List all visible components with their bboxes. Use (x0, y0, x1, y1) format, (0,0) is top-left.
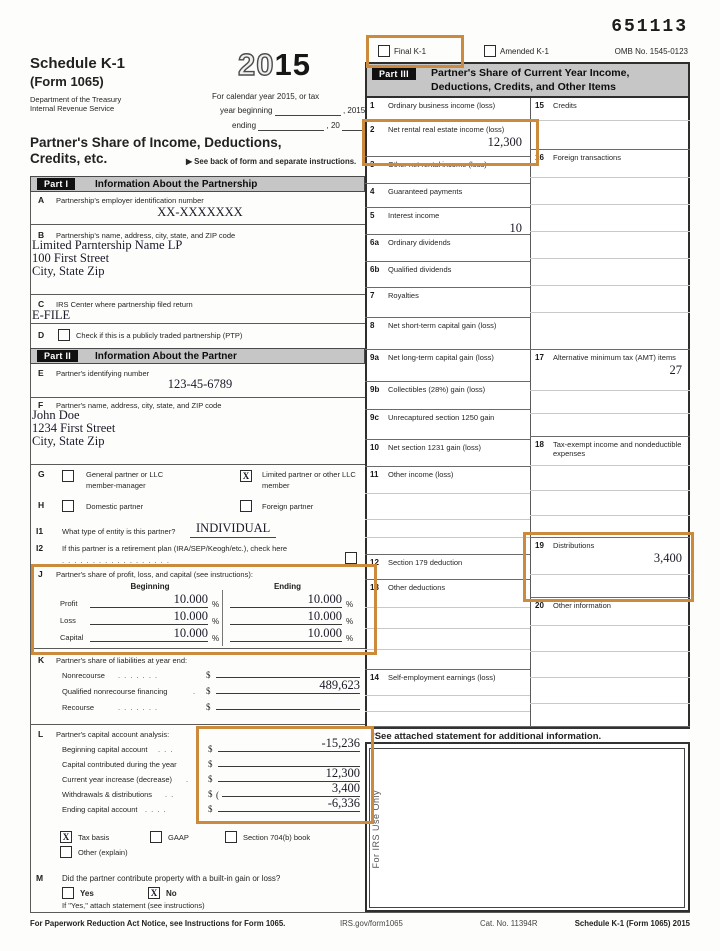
box-10 (365, 440, 530, 467)
box-6b-label: Qualified dividends (388, 265, 452, 274)
entity-type-value[interactable]: INDIVIDUAL (190, 521, 276, 538)
box-17-num: 17 (535, 353, 544, 362)
box-15 (530, 98, 690, 150)
l-ending-value[interactable]: -6,336 (218, 796, 360, 812)
m-no-checkbox[interactable]: X (148, 887, 160, 899)
j-profit-begin[interactable]: 10.000 (90, 592, 208, 608)
field-m-label: Did the partner contribute property with a built-in gain or loss? (62, 874, 281, 883)
box-4-num: 4 (370, 187, 375, 196)
box-14-num: 14 (370, 673, 379, 682)
field-a-letter: A (38, 195, 45, 205)
field-g-letter: G (38, 469, 45, 479)
amended-k1-label: Amended K-1 (500, 47, 549, 56)
year-beginning-field[interactable] (275, 107, 341, 116)
box-18-num: 18 (535, 440, 544, 449)
partner-name[interactable]: John Doe (32, 408, 80, 422)
partner-city[interactable]: City, State Zip (32, 434, 105, 448)
box-15-num: 15 (535, 101, 544, 110)
j-profit-begin-pct: % (212, 600, 220, 609)
year-outline: 20 (238, 47, 275, 82)
rule-line (530, 390, 690, 391)
field-l-label: Partner's capital account analysis: (56, 730, 170, 739)
field-k-label: Partner's share of liabilities at year end: (56, 656, 188, 665)
field-b-letter: B (38, 230, 45, 240)
box-5 (365, 208, 530, 235)
box-19-num: 19 (535, 541, 544, 550)
year-beginning-suffix: , 2015 (342, 106, 366, 115)
l-increase-value[interactable]: 12,300 (218, 766, 360, 782)
highlight-box-19 (523, 532, 694, 602)
box-12-num: 12 (370, 558, 379, 567)
partnership-city[interactable]: City, State Zip (32, 264, 105, 278)
part1-header (30, 176, 365, 192)
ending-line (232, 121, 372, 131)
j-loss-begin-pct: % (212, 617, 220, 626)
rule-line (530, 258, 690, 259)
l-increase-dollar: $ (208, 774, 213, 784)
box-5-label: Interest income (388, 211, 440, 220)
j-profit-end[interactable]: 10.000 (230, 592, 342, 608)
box-3-label: Other net rental income (loss) (388, 160, 487, 169)
box-20-label: Other information (553, 601, 611, 610)
box-4-label: Guaranteed payments (388, 187, 463, 196)
highlight-section-l (196, 726, 374, 824)
limited-partner-checkbox[interactable]: X (240, 470, 252, 482)
general-partner-checkbox[interactable] (62, 470, 74, 482)
field-c-value[interactable]: E-FILE (32, 308, 71, 322)
schedule-title: Schedule K-1 (30, 55, 126, 72)
part3-title1: Partner's Share of Current Year Income, (431, 67, 630, 79)
j-capital-label: Capital (60, 633, 84, 642)
footer-schedule: Schedule K-1 (Form 1065) 2015 (574, 919, 690, 928)
l-ending-label: Ending capital account (62, 805, 138, 814)
k-qualified-label: Qualified nonrecourse financing (62, 687, 168, 696)
l-contributed-dollar: $ (208, 759, 213, 769)
k-nonrecourse-value[interactable] (216, 662, 360, 678)
rule-line (530, 204, 690, 205)
l-beginning-label: Beginning capital account (62, 745, 148, 754)
l-beginning-dollar: $ (208, 744, 213, 754)
foreign-partner-label: Foreign partner (262, 502, 314, 511)
field-i1-label: What type of entity is this partner? (62, 527, 176, 536)
retirement-plan-checkbox[interactable] (345, 552, 357, 564)
field-k-letter: K (38, 655, 45, 665)
box-6a-label: Ordinary dividends (388, 238, 451, 247)
dept-line1: Department of the Treasury (30, 95, 122, 104)
rule-line (530, 312, 690, 313)
ptp-checkbox[interactable] (58, 329, 70, 341)
rule-line (365, 649, 530, 650)
partner-street[interactable]: 1234 First Street (32, 421, 116, 435)
rule-line (530, 515, 690, 516)
gaap-label: GAAP (168, 833, 189, 842)
box-11-label: Other income (loss) (388, 470, 454, 479)
box-17 (530, 350, 690, 437)
m-note: If "Yes," attach statement (see instructions) (62, 901, 205, 910)
k-qualified-value[interactable]: 489,623 (216, 678, 360, 694)
footer-notice: For Paperwork Reduction Act Notice, see Instructions for Form 1065. (30, 919, 286, 928)
section-704b-label: Section 704(b) book (243, 833, 311, 842)
box-12-label: Section 179 deduction (388, 558, 463, 567)
see-back-note: ▶ See back of form and separate instructions. (186, 157, 357, 166)
dept-line2: Internal Revenue Service (30, 104, 115, 113)
limited-partner-label1: Limited partner or other LLC (262, 470, 356, 479)
part3-tag: Part III (372, 68, 416, 80)
field-j-letter: J (38, 569, 43, 579)
box-14 (365, 670, 530, 727)
field-h-letter: H (38, 500, 45, 510)
tax-basis-label: Tax basis (78, 833, 110, 842)
rule-line (530, 625, 690, 626)
part1-tag: Part I (37, 178, 75, 190)
k-recourse-value[interactable] (216, 694, 360, 710)
rule-b-bottom (30, 294, 365, 295)
rule-line (365, 519, 530, 520)
box-5-num: 5 (370, 211, 375, 220)
box-16-label: Foreign transactions (553, 153, 621, 162)
print-code: 651113 (611, 17, 688, 37)
part3-title2: Deductions, Credits, and Other Items (431, 81, 616, 93)
box-18-label: Tax-exempt income and nondeductible expenses (553, 440, 682, 459)
box-2-num: 2 (370, 125, 375, 134)
box-19-label: Distributions (553, 541, 595, 550)
k-recourse-dollar: $ (206, 702, 211, 712)
l-withdrawals-dots: . . (165, 790, 175, 799)
box-9c-label: Unrecaptured section 1250 gain (388, 413, 495, 422)
box-6b-num: 6b (370, 265, 380, 274)
rule-k-bottom (30, 724, 365, 725)
j-profit-end-pct: % (346, 600, 354, 609)
rule-e-bottom (30, 397, 365, 398)
field-i1-letter: I1 (36, 526, 44, 536)
box-4 (365, 184, 530, 208)
field-c-label: IRS Center where partnership filed return (56, 300, 193, 309)
field-l-letter: L (38, 729, 44, 739)
irs-use-only-box (369, 748, 685, 908)
k-nonrecourse-dollar: $ (206, 670, 211, 680)
rule-line (365, 537, 530, 538)
j-capital-begin-pct: % (212, 634, 220, 643)
box-17-value[interactable]: 27 (669, 363, 682, 377)
rule-line (530, 285, 690, 286)
rule-line (530, 703, 690, 704)
m-yes-checkbox[interactable] (62, 887, 74, 899)
rule-c-bottom (30, 323, 365, 324)
amended-k1-checkbox[interactable] (484, 45, 496, 57)
rule-line (530, 490, 690, 491)
ending-suffix: , 20 (326, 121, 340, 130)
box-5-value[interactable]: 10 (509, 221, 522, 235)
year-beginning-label: year beginning (220, 106, 273, 115)
l-withdrawals-value[interactable]: 3,400 (222, 781, 360, 797)
k-qualified-dots: . (193, 687, 197, 696)
box-20 (530, 598, 690, 727)
l-beginning-value[interactable]: -15,236 (218, 736, 360, 752)
j-col-ending: Ending (273, 582, 302, 591)
box-1-num: 1 (370, 101, 375, 110)
field-f-label: Partner's name, address, city, state, and ZIP code (56, 401, 222, 410)
box-10-label: Net section 1231 gain (loss) (388, 443, 481, 452)
k-nonrecourse-label: Nonrecourse (62, 671, 105, 680)
rule-f-bottom (30, 464, 365, 465)
l-withdrawals-paren: ( (216, 790, 219, 800)
part2-header (30, 348, 365, 364)
k-recourse-label: Recourse (62, 703, 95, 712)
partnership-street[interactable]: 100 First Street (32, 251, 110, 265)
box-12 (365, 555, 530, 580)
partnership-name[interactable]: Limited Parntership Name LP (32, 238, 183, 252)
box-17-label: Alternative minimum tax (AMT) items (553, 353, 676, 362)
l-withdrawals-label: Withdrawals & distributions (62, 790, 153, 799)
rule-line (530, 413, 690, 414)
see-attached-text: *See attached statement for additional information. (371, 731, 602, 742)
box-10-num: 10 (370, 443, 379, 452)
rule-line (365, 493, 530, 494)
box-11 (365, 467, 530, 555)
domestic-partner-checkbox[interactable] (62, 500, 74, 512)
k-qualified-dollar: $ (206, 686, 211, 696)
j-capital-end-pct: % (346, 634, 354, 643)
field-a-label: Partnership's employer identification number (56, 196, 204, 205)
left-border (30, 176, 31, 912)
tax-year (238, 47, 311, 83)
form-title-line1: Partner's Share of Income, Deductions, (30, 135, 282, 150)
box-7-label: Royalties (388, 291, 419, 300)
section-704b-checkbox[interactable] (225, 831, 237, 843)
l-ending-dots: . . . . (145, 805, 167, 814)
j-capital-end[interactable]: 10.000 (230, 626, 342, 642)
rule-form-bottom (30, 912, 690, 913)
year-bold: 15 (274, 47, 311, 82)
rule-line (530, 465, 690, 466)
l-increase-label: Current year increase (decrease) (62, 775, 173, 784)
footer-url: IRS.gov/form1065 (340, 919, 403, 928)
rule-line (530, 177, 690, 178)
omb-number: OMB No. 1545-0123 (614, 47, 688, 56)
box-13 (365, 580, 530, 670)
box-8-label: Net short-term capital gain (loss) (388, 321, 497, 330)
rule-line (530, 231, 690, 232)
l-beginning-dots: . . . (158, 745, 174, 754)
footer-cat-number: Cat. No. 11394R (480, 919, 538, 928)
box-6a-num: 6a (370, 238, 379, 247)
box-19-value[interactable]: 3,400 (653, 551, 682, 565)
other-explain-checkbox[interactable] (60, 846, 72, 858)
j-loss-label: Loss (60, 616, 76, 625)
l-increase-dots: . (186, 775, 190, 784)
highlight-final-k1 (366, 35, 464, 68)
box-9a-num: 9a (370, 353, 379, 362)
box-9b (365, 382, 530, 410)
rule-a-bottom (30, 224, 365, 225)
field-d-letter: D (38, 330, 45, 340)
field-d-label: Check if this is a publicly traded partnership (PTP) (76, 331, 243, 340)
l-ending-dollar: $ (208, 804, 213, 814)
rule-line (530, 651, 690, 652)
j-loss-end[interactable]: 10.000 (230, 609, 342, 625)
box-2-value[interactable]: 12,300 (487, 135, 522, 149)
k-recourse-dots: . . . . . . . (118, 703, 159, 712)
general-partner-label1: General partner or LLC (86, 470, 164, 479)
rule-line (530, 677, 690, 678)
field-i2-dots: . . . . . . . . . . . . . . . . . . (62, 556, 170, 565)
rule-line (365, 607, 530, 608)
calendar-year-line: For calendar year 2015, or tax (212, 92, 320, 101)
part2-title: Information About the Partner (95, 350, 237, 362)
box-9a (365, 350, 530, 382)
box-6b (365, 262, 530, 288)
ending-label: ending (232, 121, 257, 130)
j-loss-begin[interactable]: 10.000 (90, 609, 208, 625)
field-a-value[interactable]: XX-XXXXXXX (157, 205, 243, 219)
j-loss-end-pct: % (346, 617, 354, 626)
box-7 (365, 288, 530, 318)
field-i2-label: If this partner is a retirement plan (IRA/SEP/Keogh/etc.), check here (62, 544, 288, 553)
field-c-letter: C (38, 299, 45, 309)
highlight-box-2 (362, 119, 539, 166)
field-j-label: Partner's share of profit, loss, and capital (see instructions): (56, 570, 253, 579)
see-attached-bar (365, 727, 690, 744)
part2-tag: Part II (37, 350, 78, 362)
box-2-label: Net rental real estate income (loss) (388, 125, 505, 134)
box-3-num: 3 (370, 160, 375, 169)
box-18 (530, 437, 690, 538)
gaap-checkbox[interactable] (150, 831, 162, 843)
box-6a (365, 235, 530, 262)
rule-line (365, 695, 530, 696)
box-13-label: Other deductions (388, 583, 446, 592)
field-b-label: Partnership's name, address, city, state, and ZIP code (56, 231, 236, 240)
box-9b-num: 9b (370, 385, 380, 394)
final-k1-label: Final K-1 (394, 47, 427, 56)
part1-title: Information About the Partnership (95, 178, 258, 190)
box-8 (365, 318, 530, 350)
box-13-num: 13 (370, 583, 379, 592)
rule-line (365, 711, 530, 712)
box-11-num: 11 (370, 470, 379, 479)
rule-line (365, 628, 530, 629)
box-1-label: Ordinary business income (loss) (388, 101, 496, 110)
box-9b-label: Collectibles (28%) gain (loss) (388, 385, 486, 394)
j-col-beginning: Beginning (130, 582, 170, 591)
m-yes-label: Yes (80, 889, 94, 898)
box-9c-num: 9c (370, 413, 379, 422)
l-withdrawals-dollar: $ (208, 789, 213, 799)
domestic-partner-label: Domestic partner (86, 502, 144, 511)
other-explain-label: Other (explain) (78, 848, 128, 857)
irs-use-only-label: For IRS Use Only (371, 790, 381, 869)
box-7-num: 7 (370, 291, 375, 300)
l-contributed-label: Capital contributed during the year (62, 760, 177, 769)
box-15-label: Credits (553, 101, 577, 110)
year-beginning-line (220, 106, 365, 116)
form-title-line2: Credits, etc. (30, 151, 108, 166)
j-capital-begin[interactable]: 10.000 (90, 626, 208, 642)
highlight-section-j (31, 564, 377, 655)
ending-field[interactable] (258, 122, 324, 131)
foreign-partner-checkbox[interactable] (240, 500, 252, 512)
limited-partner-label2: member (262, 481, 290, 490)
field-m-letter: M (36, 873, 44, 883)
box-9a-label: Net long-term capital gain (loss) (388, 353, 494, 362)
box-14-label: Self-employment earnings (loss) (388, 673, 496, 682)
j-profit-label: Profit (60, 599, 78, 608)
field-f-letter: F (38, 400, 44, 410)
field-e-letter: E (38, 368, 44, 378)
rule-line (530, 120, 690, 121)
box-16-num: 16 (535, 153, 544, 162)
field-e-label: Partner's identifying number (56, 369, 150, 378)
box-9c (365, 410, 530, 440)
tax-basis-checkbox[interactable]: X (60, 831, 72, 843)
general-partner-label2: member-manager (86, 481, 146, 490)
form-number: (Form 1065) (30, 74, 104, 89)
box-8-num: 8 (370, 321, 375, 330)
box-20-num: 20 (535, 601, 544, 610)
field-i2-letter: I2 (36, 543, 44, 553)
box-16 (530, 150, 690, 350)
m-no-label: No (166, 889, 177, 898)
partner-id-value[interactable]: 123-45-6789 (167, 377, 233, 391)
k-nonrecourse-dots: . . . . . . . (118, 671, 159, 680)
